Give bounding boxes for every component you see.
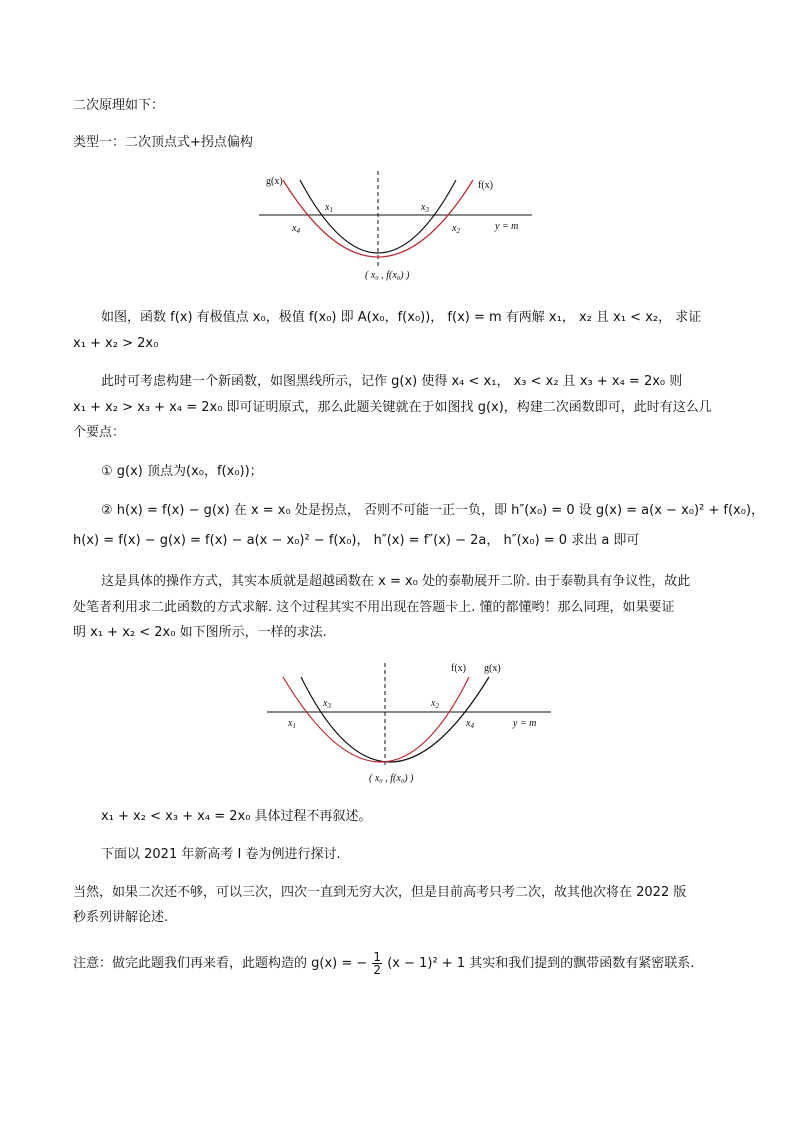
point2-line2: h(x) = f(x) − g(x) = f(x) − a(x − x₀)² − f(x₀)， h″(x) = f″(x) − 2a， h″(x₀) = 0 求出 a 即可 — [73, 533, 640, 548]
note-post: (x − 1)² + 1 其实和我们提到的飘带函数有紧密联系. — [387, 956, 695, 971]
p4-text: x₁ + x₂ < x₃ + x₄ = 2x₀ 具体过程不再叙述。 — [101, 809, 372, 824]
figure-2 — [263, 657, 555, 787]
fig1-x4-label: $x_4$ — [292, 223, 300, 235]
fig2-y-m-label: y = m — [513, 718, 537, 729]
p3-line1: 这是具体的操作方式，其实本质就是超越函数在 x = x₀ 处的泰勒展开二阶. 由于泰勒具有争议性，故此 — [101, 574, 691, 589]
p6-line2: 秒系列讲解论述. — [73, 910, 169, 925]
fig2-f-label: f(x) — [451, 663, 466, 674]
fig1-curve-f — [283, 180, 473, 257]
p3-line3: 明 x₁ + x₂ < 2x₀ 如下图所示，一样的求法. — [73, 625, 327, 640]
note-pre: 注意：做完此题我们再来看，此题构造的 g(x) = − — [73, 956, 368, 971]
fig2-curve-g — [301, 677, 489, 762]
p5-text: 下面以 2021 年新高考 I 卷为例进行探讨. — [101, 847, 341, 862]
fig2-x1-label: $x_1$ — [288, 718, 296, 730]
note-fraction — [372, 951, 382, 976]
p2-line3: 个要点： — [73, 425, 126, 440]
note-fraction-num: 1 — [373, 950, 382, 964]
fig1-y-m-label: y = m — [495, 221, 519, 232]
fig1-x3-label: $x_3$ — [421, 202, 429, 214]
fig1-g-label: g(x) — [266, 176, 283, 187]
point1: ① g(x) 顶点为(x₀，f(x₀))； — [101, 464, 263, 479]
fig2-x3-label: $x_3$ — [323, 698, 331, 710]
point2-line1: ② h(x) = f(x) − g(x) 在 x = x₀ 处是拐点， 否则不可能一正一负，即 h″(x₀) = 0 设 g(x) = a(x − x₀)² + f(x₀)， — [101, 503, 765, 518]
fig2-x2-label: $x_2$ — [431, 698, 439, 710]
fig1-vertex-label: ( x₀ , f(x₀) ) — [365, 270, 410, 281]
p2-line2: x₁ + x₂ > x₃ + x₄ = 2x₀ 即可证明原式，那么此题关键就在于如图找 g(x)，构建二次函数即可，此时有这么几 — [73, 400, 712, 415]
note-text — [73, 951, 694, 976]
fig1-x1-label: $x_1$ — [325, 202, 333, 214]
note-fraction-den: 2 — [373, 963, 382, 977]
p1-line1: 如图，函数 f(x) 有极值点 x₀，极值 f(x₀) 即 A(x₀，f(x₀))， f(x) = m 有两解 x₁， x₂ 且 x₁ < x₂， 求证 — [101, 310, 702, 325]
fig2-g-label: g(x) — [484, 663, 501, 674]
type1-heading: 类型一：二次顶点式+拐点偏构 — [73, 135, 253, 150]
figure-1 — [255, 168, 540, 286]
intro-text: 二次原理如下： — [73, 98, 165, 113]
p2-line1: 此时可考虑构建一个新函数，如图黑线所示，记作 g(x) 使得 x₄ < x₁， x₃ < x₂ 且 x₃ + x₄ = 2x₀ 则 — [101, 374, 683, 389]
p6-line1: 当然，如果二次还不够，可以三次，四次一直到无穷大次，但是目前高考只考二次，故其他次将在 2022 版 — [73, 885, 687, 900]
fig2-x4-label: $x_4$ — [466, 718, 474, 730]
fig1-x2-label: $x_2$ — [452, 223, 460, 235]
p3-line2: 处笔者利用求二此函数的方式求解. 这个过程其实不用出现在答题卡上. 懂的都懂哟！那么同理，如果要证 — [73, 600, 675, 615]
fig1-f-label: f(x) — [478, 180, 493, 191]
fig2-curve-f — [283, 677, 469, 762]
p1-line2: x₁ + x₂ > 2x₀ — [73, 336, 159, 351]
fig2-vertex-label: ( x₀ , f(x₀) ) — [369, 773, 414, 784]
